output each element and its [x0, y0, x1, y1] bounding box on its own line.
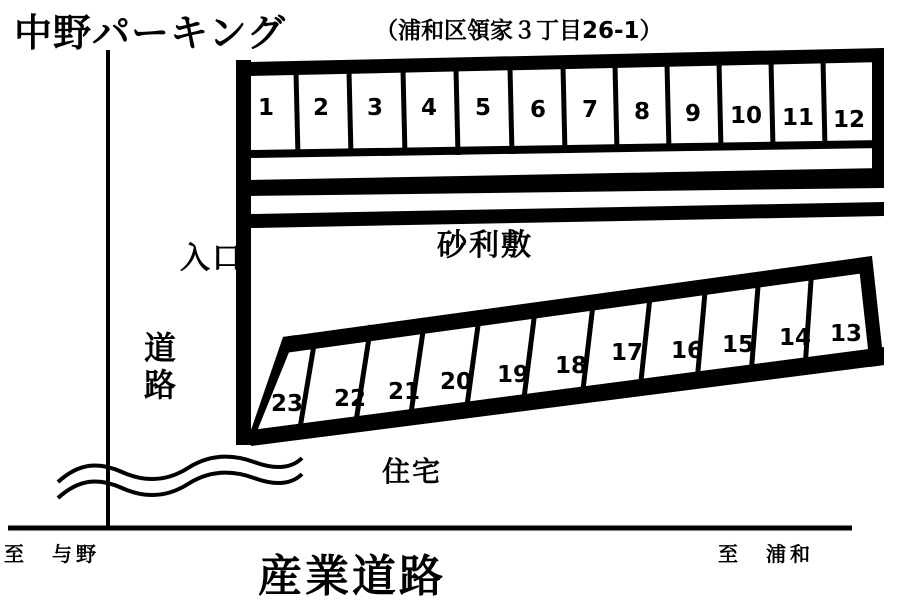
stall-number-top-7: 7 [581, 97, 599, 123]
top-row-bottom-edge [248, 168, 884, 196]
label-to-urawa: 至 浦和 [718, 542, 814, 566]
stall-number-bottom-16: 16 [670, 338, 704, 364]
road-break-squiggle [58, 457, 302, 498]
label-to-yono: 至 与野 [4, 542, 100, 566]
top-row-inner-line [251, 140, 884, 158]
stall-number-top-12: 12 [832, 107, 866, 133]
stall-number-top-11: 11 [781, 105, 815, 131]
stall-number-bottom-17: 17 [610, 340, 644, 366]
stall-number-top-8: 8 [633, 99, 651, 125]
stall-number-bottom-21: 21 [387, 379, 421, 405]
label-road: 道路 [143, 329, 176, 404]
stall-number-top-1: 1 [257, 95, 275, 121]
top-row-right-edge [872, 48, 884, 188]
stall-number-bottom-19: 19 [496, 362, 530, 388]
gravel-boundary-line [251, 202, 884, 228]
stall-number-top-3: 3 [366, 95, 384, 121]
label-house: 住宅 [382, 455, 443, 488]
stall-number-top-5: 5 [474, 95, 492, 121]
stall-number-top-4: 4 [420, 95, 438, 121]
stall-number-top-6: 6 [529, 97, 547, 123]
stall-number-bottom-13: 13 [829, 321, 863, 347]
label-gravel-area: 砂利敷 [437, 228, 533, 263]
stall-number-top-10: 10 [729, 103, 763, 129]
stall-number-bottom-18: 18 [554, 353, 588, 379]
stall-number-top-9: 9 [684, 101, 702, 127]
top-row-top-edge [251, 48, 884, 76]
address-subtitle: （浦和区領家３丁目26-1） [375, 18, 663, 44]
label-entrance: 入口 [180, 241, 244, 276]
stall-number-bottom-14: 14 [778, 325, 812, 351]
stall-number-bottom-15: 15 [721, 332, 755, 358]
label-main-road: 産業道路 [258, 551, 446, 602]
stall-number-bottom-23: 23 [270, 391, 304, 417]
stall-number-bottom-22: 22 [333, 386, 367, 412]
stall-number-bottom-20: 20 [439, 369, 473, 395]
stall-number-top-2: 2 [312, 95, 330, 121]
page-title: 中野パーキング [14, 11, 286, 55]
